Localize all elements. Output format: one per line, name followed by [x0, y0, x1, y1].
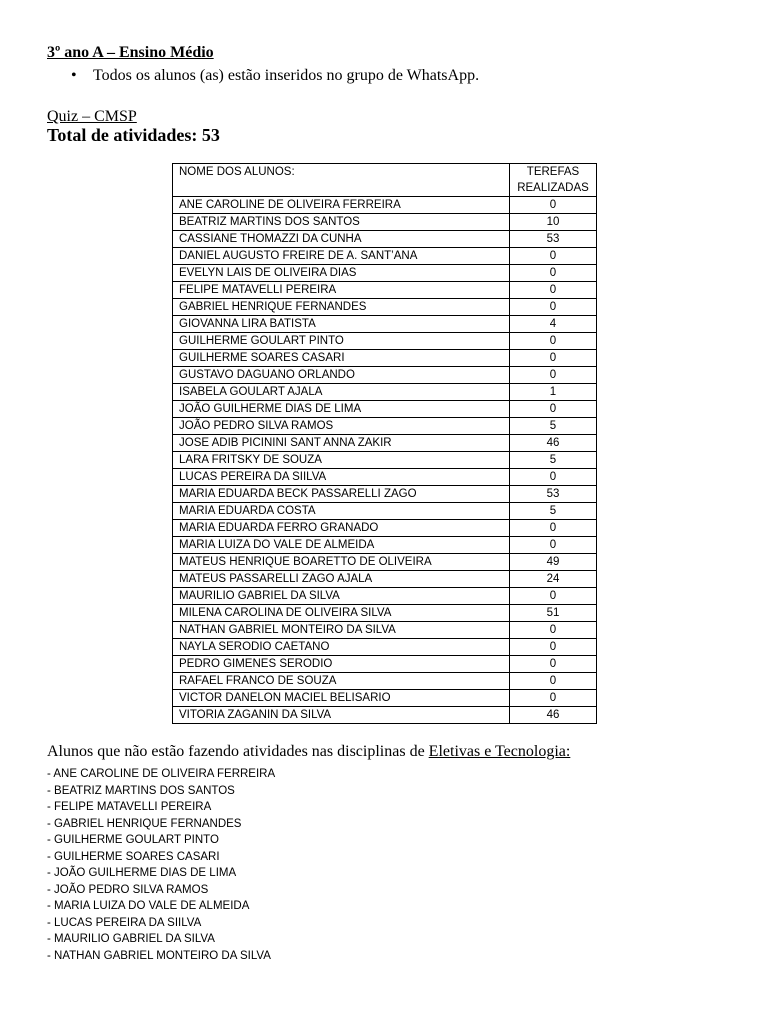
column-header-tasks-line1: TEREFAS [526, 166, 580, 178]
total-activities: Total de atividades: 53 [47, 125, 220, 145]
table-row [173, 248, 597, 265]
table-row [173, 282, 597, 299]
table-row [173, 554, 597, 571]
student-name: GUSTAVO DAGUANO ORLANDO [173, 367, 510, 384]
tasks-completed: 0 [510, 350, 597, 367]
student-name: JOSE ADIB PICININI SANT ANNA ZAKIR [173, 435, 510, 452]
tasks-completed: 0 [510, 639, 597, 656]
list-item: - BEATRIZ MARTINS DOS SANTOS [47, 784, 235, 797]
tasks-completed: 10 [510, 214, 597, 231]
student-name: MARIA EDUARDA COSTA [173, 503, 510, 520]
student-name: MAURILIO GABRIEL DA SILVA [173, 588, 510, 605]
tasks-completed: 46 [510, 435, 597, 452]
table-row [173, 384, 597, 401]
tasks-completed: 0 [510, 265, 597, 282]
table-row [173, 265, 597, 282]
tasks-completed: 0 [510, 656, 597, 673]
table-row [173, 571, 597, 588]
inactive-students-heading [47, 743, 570, 761]
bullet-icon: • [71, 67, 77, 84]
student-name: GIOVANNA LIRA BATISTA [173, 316, 510, 333]
student-name: CASSIANE THOMAZZI DA CUNHA [173, 231, 510, 248]
column-header-name: NOME DOS ALUNOS: [173, 164, 510, 197]
tasks-completed: 0 [510, 690, 597, 707]
list-item: - NATHAN GABRIEL MONTEIRO DA SILVA [47, 949, 271, 962]
tasks-completed: 53 [510, 486, 597, 503]
student-name: NATHAN GABRIEL MONTEIRO DA SILVA [173, 622, 510, 639]
student-name: VITORIA ZAGANIN DA SILVA [173, 707, 510, 724]
tasks-completed: 0 [510, 197, 597, 214]
table-header-row [173, 164, 597, 197]
tasks-completed: 46 [510, 707, 597, 724]
table-body [173, 197, 597, 724]
tasks-completed: 0 [510, 367, 597, 384]
table-row [173, 299, 597, 316]
student-name: LARA FRITSKY DE SOUZA [173, 452, 510, 469]
list-item: - FELIPE MATAVELLI PEREIRA [47, 801, 212, 813]
tasks-completed: 0 [510, 520, 597, 537]
tasks-completed: 24 [510, 571, 597, 588]
table-row [173, 690, 597, 707]
list-item: - ANE CAROLINE DE OLIVEIRA FERREIRA [47, 768, 276, 780]
tasks-completed: 0 [510, 537, 597, 554]
student-name: VICTOR DANELON MACIEL BELISARIO [173, 690, 510, 707]
student-name: MATEUS PASSARELLI ZAGO AJALA [173, 571, 510, 588]
student-name: JOÃO GUILHERME DIAS DE LIMA [173, 401, 510, 418]
tasks-completed: 4 [510, 316, 597, 333]
inactive-students-list [47, 766, 275, 964]
list-item: - GUILHERME SOARES CASARI [47, 850, 220, 863]
tasks-completed: 51 [510, 605, 597, 622]
table-row [173, 435, 597, 452]
student-name: NAYLA SERODIO CAETANO [173, 639, 510, 656]
tasks-completed: 5 [510, 503, 597, 520]
student-name: MATEUS HENRIQUE BOARETTO DE OLIVEIRA [173, 554, 510, 571]
student-name: MARIA EDUARDA FERRO GRANADO [173, 520, 510, 537]
student-name: DANIEL AUGUSTO FREIRE DE A. SANT’ANA [173, 248, 510, 265]
inactive-heading-subjects: Eletivas e Tecnologia: [428, 743, 571, 760]
student-name: MARIA LUIZA DO VALE DE ALMEIDA [173, 537, 510, 554]
table-row [173, 197, 597, 214]
table-row [173, 469, 597, 486]
tasks-completed: 5 [510, 418, 597, 435]
tasks-completed: 0 [510, 401, 597, 418]
table-row [173, 486, 597, 503]
table-row [173, 401, 597, 418]
table-row [173, 673, 597, 690]
student-name: PEDRO GIMENES SERODIO [173, 656, 510, 673]
tasks-completed: 0 [510, 469, 597, 486]
tasks-completed: 0 [510, 248, 597, 265]
table-row [173, 588, 597, 605]
column-header-tasks-line2: REALIZADAS [517, 182, 589, 194]
table-row [173, 520, 597, 537]
tasks-completed: 1 [510, 384, 597, 401]
student-name: MARIA EDUARDA BECK PASSARELLI ZAGO [173, 486, 510, 503]
table-row [173, 214, 597, 231]
tasks-completed: 49 [510, 554, 597, 571]
table-row [173, 537, 597, 554]
student-name: ISABELA GOULART AJALA [173, 384, 510, 401]
list-item: - MAURILIO GABRIEL DA SILVA [47, 933, 215, 945]
table-row [173, 707, 597, 724]
column-header-tasks [510, 164, 597, 197]
list-item: - JOÃO GUILHERME DIAS DE LIMA [47, 867, 237, 879]
list-item: - GUILHERME GOULART PINTO [47, 834, 219, 846]
list-item: - JOÃO PEDRO SILVA RAMOS [47, 883, 209, 896]
table-row [173, 316, 597, 333]
students-table [172, 163, 597, 724]
tasks-completed: 0 [510, 282, 597, 299]
tasks-completed: 0 [510, 588, 597, 605]
table-row [173, 503, 597, 520]
tasks-completed: 0 [510, 622, 597, 639]
whatsapp-note-text: Todos os alunos (as) estão inseridos no grupo de WhatsApp. [93, 67, 480, 84]
tasks-completed: 0 [510, 333, 597, 350]
student-name: GUILHERME GOULART PINTO [173, 333, 510, 350]
student-name: BEATRIZ MARTINS DOS SANTOS [173, 214, 510, 231]
tasks-completed: 5 [510, 452, 597, 469]
student-name: MILENA CAROLINA DE OLIVEIRA SILVA [173, 605, 510, 622]
whatsapp-note [71, 67, 479, 85]
inactive-heading-text: Alunos que não estão fazendo atividades nas disciplinas de [47, 743, 429, 760]
table-row [173, 622, 597, 639]
table-row [173, 333, 597, 350]
table-row [173, 656, 597, 673]
table-row [173, 639, 597, 656]
table-row [173, 605, 597, 622]
student-name: GABRIEL HENRIQUE FERNANDES [173, 299, 510, 316]
student-name: ANE CAROLINE DE OLIVEIRA FERREIRA [173, 197, 510, 214]
student-name: GUILHERME SOARES CASARI [173, 350, 510, 367]
tasks-completed: 0 [510, 299, 597, 316]
student-name: EVELYN LAIS DE OLIVEIRA DIAS [173, 265, 510, 282]
quiz-label: Quiz – CMSP [47, 108, 137, 125]
list-item: - GABRIEL HENRIQUE FERNANDES [47, 817, 242, 830]
student-name: LUCAS PEREIRA DA SIILVA [173, 469, 510, 486]
list-item: - LUCAS PEREIRA DA SIILVA [47, 916, 202, 929]
table-row [173, 350, 597, 367]
student-name: RAFAEL FRANCO DE SOUZA [173, 673, 510, 690]
list-item: - MARIA LUIZA DO VALE DE ALMEIDA [47, 900, 250, 912]
tasks-completed: 0 [510, 673, 597, 690]
table-row [173, 367, 597, 384]
tasks-completed: 53 [510, 231, 597, 248]
table-row [173, 452, 597, 469]
student-name: JOÃO PEDRO SILVA RAMOS [173, 418, 510, 435]
table-row [173, 418, 597, 435]
student-name: FELIPE MATAVELLI PEREIRA [173, 282, 510, 299]
page-title: 3º ano A – Ensino Médio [47, 44, 214, 61]
table-row [173, 231, 597, 248]
